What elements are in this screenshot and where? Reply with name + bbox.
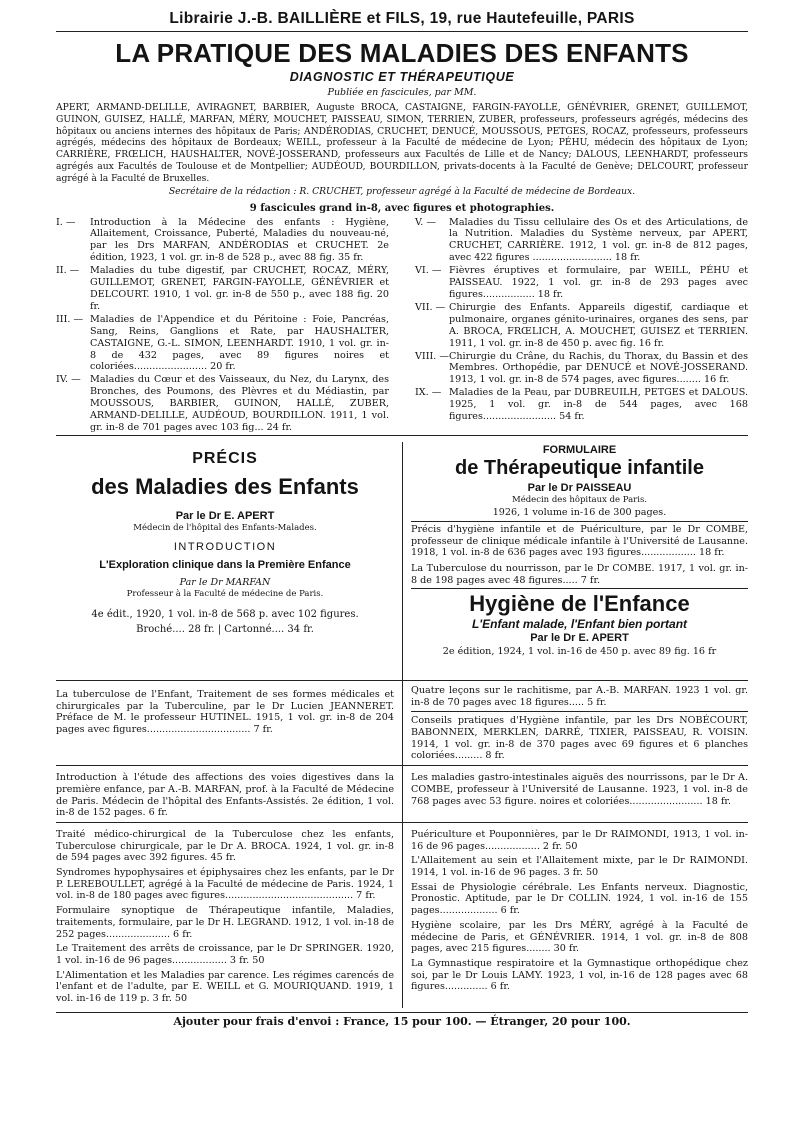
- precis-par: Par le Dr MARFAN: [179, 576, 271, 588]
- row-3: [56, 823, 748, 1008]
- divider: [411, 711, 748, 712]
- subtitle: DIAGNOSTIC ET THÉRAPEUTIQUE: [289, 70, 515, 84]
- precis-author-role: Médecin de l'hôpital des Enfants-Malades.: [133, 522, 317, 533]
- fascicules-head: 9 fascicules grand in-8, avec figures et photographies.: [249, 202, 555, 214]
- row3-left: [56, 823, 403, 1008]
- volume-entry: V. — Maladies du Tissu cellulaire des Os et des Articulations, de la Nutrition. Maladies du Système nerveux, par APERT, CRUCHET, CARRIÈRE. 1912, 1 vol. gr. in-8 de 812 pages, avec 422 figures .......................... 18 fr.: [415, 216, 748, 264]
- list-item: Essai de Physiologie cérébrale. Les Enfants nerveux. Diagnostic, Pronostic. Aptitude, par le Dr COLLIN. 1924, 1 vol. in-16 de 155 pages................... 6 fr.: [411, 881, 748, 917]
- precis-title: PRÉCIS: [192, 449, 258, 467]
- precis-exploration: L'Exploration clinique dans la Première Enfance: [99, 558, 351, 571]
- divider: [411, 588, 748, 589]
- intro-line: Publiée en fascicules, par MM.: [327, 87, 477, 98]
- volume-entry: I. — Introduction à la Médecine des enfants : Hygiène, Allaitement, Croissance, Puberté, Maladies du nouveau-né, par les Drs MARFAN, ANDÉRODIAS et CRUCHET. 2e édition, 1923, 1 vol. gr. in-8 de 528 p., avec 88 fig. 35 fr.: [56, 216, 389, 264]
- formulaire-edition: 1926, 1 volume in-16 de 300 pages.: [492, 506, 667, 518]
- volume-entry: III. — Maladies de l'Appendice et du Péritoine : Foie, Pancréas, Sang, Reins, Ganglions et Rate, par HAUSHALTER, CASTAIGNE, G.-L. SIMON, LEENHARDT. 1910, 1 vol. gr. in-8 de 432 pages, avec 89 figures noires et coloriées........................ 20 fr.: [56, 313, 389, 373]
- volumes-right-col: [415, 217, 748, 435]
- precis-hygiene-entry: Précis d'hygiène infantile et de Puériculture, par le Dr COMBE, professeur de clinique médicale infantile à l'Université de Lausanne. 1918, 1 vol. in-8 de 636 pages avec 193 figures.................. 18 fr.: [411, 521, 748, 561]
- featured-books: [56, 442, 748, 681]
- volume-entry: IV. — Maladies du Cœur et des Vaisseaux, du Nez, du Larynx, des Bronches, des Poumons, des Plèvres et du Médiastin, par MOUSSOUS, BARBIER, GUINON, HALLÉ, ZUBER, ARMAND-DELILLE, AUDÉOUD, BOURDILLON. 1911, 1 vol. gr. in-8 de 701 pages avec 103 fig... 24 fr.: [56, 374, 389, 433]
- formulaire-author: Par le Dr PAISSEAU: [527, 481, 632, 494]
- precis-author: Par le Dr E. APERT: [175, 509, 275, 522]
- hygiene-title: Hygiène de l'Enfance: [469, 591, 690, 617]
- list-item: La Gymnastique respiratoire et la Gymnastique orthopédique chez soi, par le Dr Louis LAMY. 1923, 1 vol, in-16 de 128 pages avec 68 figures.............. 6 fr.: [411, 957, 748, 993]
- volumes-list: [56, 217, 748, 435]
- precis-subtitle: des Maladies des Enfants: [91, 473, 359, 499]
- authors-list: APERT, ARMAND-DELILLE, AVIRAGNET, BARBIER, Auguste BROCA, CASTAIGNE, FARGIN-FAYOLLE, GÉNÉVRIER, GRENET, GUILLEMOT, GUINON, GUISEZ, HALLÉ, MARFAN, MÉRY, MOUCHET, PAISSEAU, SIMON, TERRIEN, ZUBER, professeurs, professeurs agrégés, médecins des hôpitaux ou anciens internes des hôpitaux de Paris; ANDÉRODIAS, CRUCHET, DENUCÉ, MOUSSOUS, PETGES, ROCAZ, professeurs, professeurs agrégés, médecins des hôpitaux de Bordeaux; WEILL, professeur à la Faculté de médecine de Lyon; PÉHU, médecin des hôpitaux de Lyon; CARRIÈRE, FRŒLICH, HAUSHALTER, NOVÉ-JOSSERAND, professeurs aux Facultés de Lille et de Nancy; DALOUS, LEENHARDT, professeurs agrégés aux Facultés de Toulouse et de Montpellier; AUDÉOUD, BOURDILLON, privats-docents à la Faculté de Genève; DELCOURT, professeur agrégé à la Faculté de Bruxelles.: [56, 102, 748, 184]
- volume-entry: VII. — Chirurgie des Enfants. Appareils digestif, cardiaque et pulmonaire, organes génito-urinaires, organes des sens, par A. BROCA, FRŒLICH, A. MOUCHET, GUISEZ et TERRIEN. 1911, 1 vol. gr. in-8 de 450 p. avec fig. 16 fr.: [415, 301, 748, 349]
- precis-edition: 4e édit., 1920, 1 vol. in-8 de 568 p. avec 102 figures.: [91, 608, 359, 620]
- list-item: L'Alimentation et les Maladies par carence. Les régimes carencés de l'enfant et de l'adulte, par E. WEILL et G. MOURIQUAND. 1919, 1 vol. in-16 de 119 p. 3 fr. 50: [56, 969, 394, 1005]
- list-item: Le Traitement des arrêts de croissance, par le Dr SPRINGER. 1920, 1 vol. in-16 de 96 pages.................. 3 fr. 50: [56, 943, 394, 966]
- formulaire-block: [403, 442, 748, 680]
- gastro-intestinales-entry: Les maladies gastro-intestinales aiguës des nourrissons, par le Dr A. COMBE, professeur à l'Université de Lausanne. 1923, 1 vol. in-8 de 768 pages avec 53 figure. noires et coloriées........................ 18 fr.: [411, 772, 748, 807]
- conseils-entry: Conseils pratiques d'Hygiène infantile, par les Drs NOBÉCOURT, BABONNEIX, MERKLEN, DARRÉ, TIXIER, PAISSEAU, R. VOISIN. 1914, 1 vol. gr. in-8 de 370 pages avec 69 figures et 6 planches coloriées......... 8 fr.: [411, 715, 748, 762]
- divider: [56, 435, 748, 436]
- rachitisme-entry: Quatre leçons sur le rachitisme, par A.-B. MARFAN. 1923 1 vol. gr. in-8 de 70 pages avec 18 figures..... 5 fr.: [411, 684, 748, 708]
- row2-right: [403, 766, 748, 822]
- volumes-left-col: [56, 217, 389, 435]
- list-item: Syndromes hypophysaires et épiphysaires chez les enfants, par le Dr P. LEREBOULLET, agrégé à la Faculté de médecine de Paris. 1924, 1 vol. in-8 de 180 pages avec figures.......................................... 7 fr.: [56, 867, 394, 902]
- affections-digestives-entry: Introduction à l'étude des affections des voies digestives dans la première enfance, par A.-B. MARFAN, prof. à la Faculté de Médecine de Paris. Médecin de l'hôpital des Enfants-Assistés. 2e édition, 1 vol. in-8 de 152 pages. 6 fr.: [56, 772, 394, 819]
- list-item: Puériculture et Pouponnières, par le Dr RAIMONDI, 1913, 1 vol. in-16 de 96 pages.................. 2 fr. 50: [411, 828, 748, 852]
- list-item: Formulaire synoptique de Thérapeutique infantile, Maladies, traitements, formulaire, par le Dr H. LEGRAND. 1912, 1 vol. in-18 de 252 pages..................... 6 fr.: [56, 905, 394, 940]
- precis-par-role: Professeur à la Faculté de médecine de Paris.: [126, 588, 324, 599]
- row3-right: [403, 823, 748, 1008]
- list-item: Hygiène scolaire, par les Drs MÉRY, agrégé à la Faculté de médecine de Paris, et GÉNÉVRIER. 1914, 1 vol. gr. in-8 de 808 pages, avec 215 figures........ 30 fr.: [411, 919, 748, 955]
- shipping-footer: Ajouter pour frais d'envoi : France, 15 pour 100. — Étranger, 20 pour 100.: [56, 1012, 748, 1028]
- volume-entry: VI. — Fièvres éruptives et formulaire, par WEILL, PÉHU et PAISSEAU. 1922, 1 vol. gr. in-8 de 293 pages avec figures................. 18 fr.: [415, 265, 748, 301]
- precis-intro: INTRODUCTION: [173, 540, 277, 553]
- hygiene-author: Par le Dr E. APERT: [530, 632, 629, 645]
- formulaire-title: FORMULAIRE: [542, 443, 617, 456]
- row-1: [56, 681, 748, 766]
- precis-prices: Broché.... 28 fr. | Cartonné.... 34 fr.: [136, 623, 314, 635]
- main-title: LA PRATIQUE DES MALADIES DES ENFANTS: [115, 38, 689, 68]
- volume-entry: VIII. — Chirurgie du Crâne, du Rachis, du Thorax, du Bassin et des Membres. Orthopédie, par DENUCÉ et NOVÉ-JOSSERAND. 1913, 1 vol. gr. in-8 de 574 pages, avec figures........ 16 fr.: [415, 350, 748, 386]
- catalog-page: [56, 10, 748, 1028]
- tuberculose-enfant-entry: La tuberculose de l'Enfant, Traitement de ses formes médicales et chirurgicales par la Tuberculine, par le Dr Lucien JEANNERET. Préface de M. le professeur HUTINEL. 1915, 1 vol. gr. in-8 de 204 pages avec figures.................................. 7 fr.: [56, 688, 394, 735]
- volume-entry: IX. — Maladies de la Peau, par DUBREUILH, PETGES et DALOUS. 1925, 1 vol. gr. in-8 de 544 pages, avec 168 figures........................ 54 fr.: [415, 387, 748, 423]
- volume-entry: II. — Maladies du tube digestif, par CRUCHET, ROCAZ, MÉRY, GUILLEMOT, GRENET, FARGIN-FAYOLLE, GÉNÉVRIER et DELCOURT. 1910, 1 vol. gr. in-8 de 550 p., avec 188 fig. 20 fr.: [56, 265, 389, 312]
- secretary-line: Secrétaire de la rédaction : R. CRUCHET, professeur agrégé à la Faculté de médecine de Bordeaux.: [168, 185, 636, 197]
- tuberculose-nourrisson-entry: La Tuberculose du nourrisson, par le Dr COMBE. 1917, 1 vol. gr. in-8 de 198 pages avec 48 figures..... 7 fr.: [411, 563, 748, 586]
- list-item: L'Allaitement au sein et l'Allaitement mixte, par le Dr RAIMONDI. 1914, 1 vol. in-16 de 96 pages. 3 fr. 50: [411, 855, 748, 879]
- formulaire-subtitle: de Thérapeutique infantile: [455, 456, 704, 479]
- publisher-header: Librairie J.-B. BAILLIÈRE et FILS, 19, rue Hautefeuille, PARIS: [56, 10, 748, 32]
- formulaire-role: Médecin des hôpitaux de Paris.: [511, 494, 648, 505]
- row1-right: [403, 681, 748, 765]
- precis-block: [56, 442, 403, 680]
- hygiene-subtitle: L'Enfant malade, l'Enfant bien portant: [471, 617, 688, 632]
- list-item: Traité médico-chirurgical de la Tuberculose chez les enfants, Tuberculose chirurgicale, par le Dr A. BROCA. 1924, 1 vol. gr. in-8 de 594 pages avec 392 figures. 45 fr.: [56, 828, 394, 864]
- row1-left: [56, 681, 403, 765]
- row-2: [56, 766, 748, 823]
- row2-left: [56, 766, 403, 822]
- hygiene-edition: 2e édition, 1924, 1 vol. in-16 de 450 p. avec 89 fig. 16 fr: [442, 646, 717, 658]
